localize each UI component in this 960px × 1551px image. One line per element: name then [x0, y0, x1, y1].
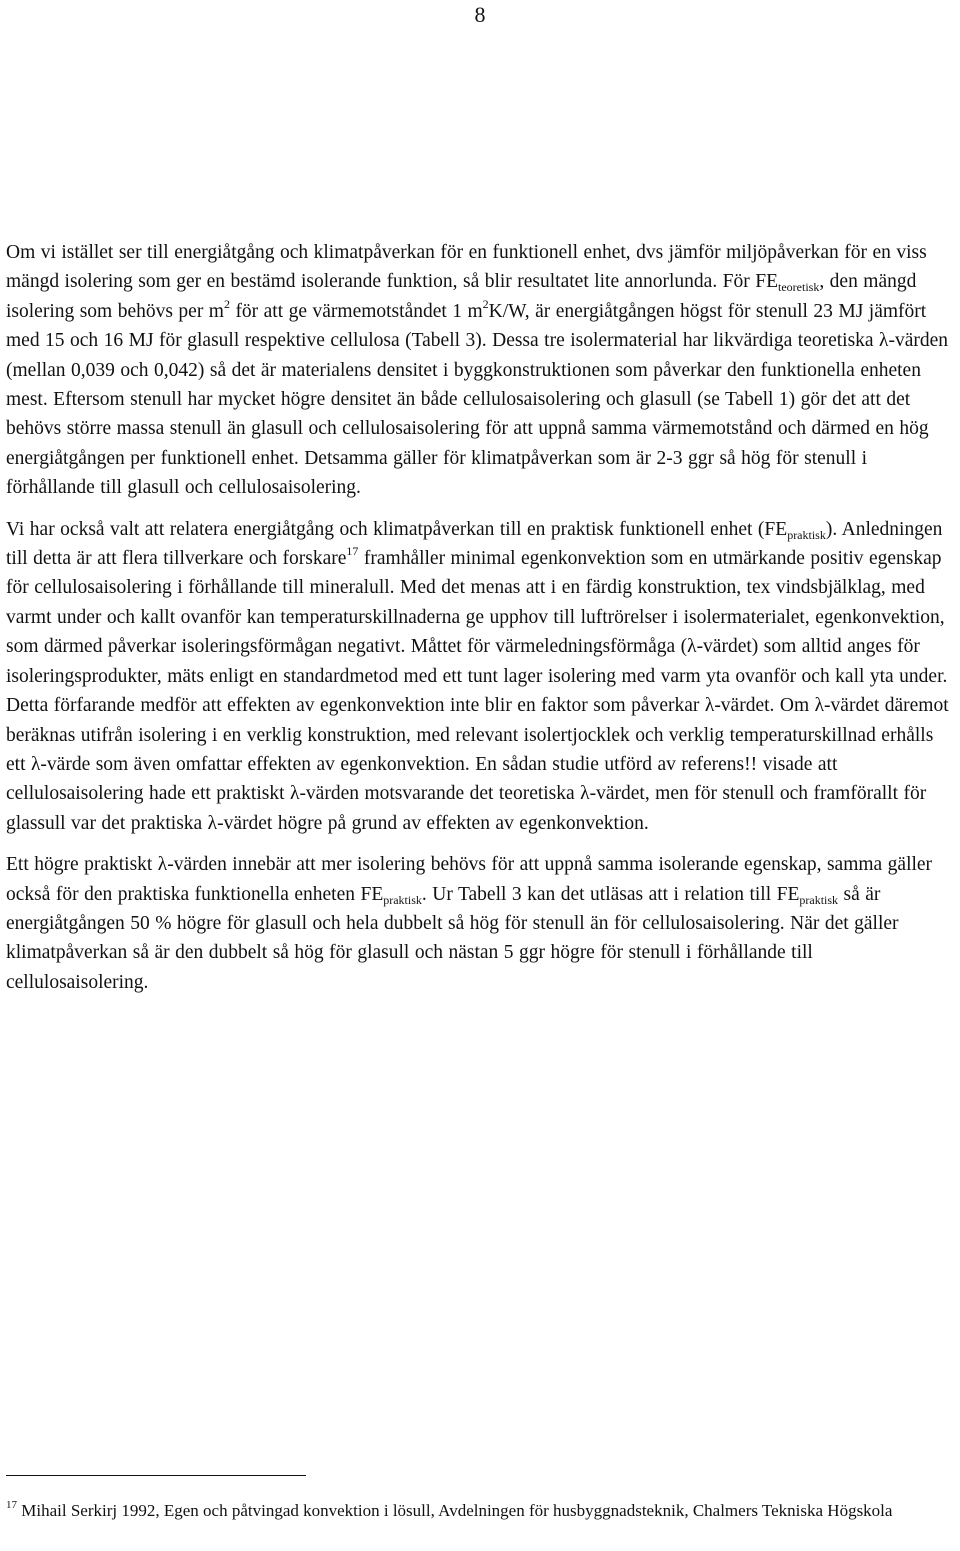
text-run: Ett högre praktiskt λ-värden innebär att mer isolering behövs för att uppnå samma isolerande egenskap, samma gäller också för den praktiska funktionella enheten FE: [6, 854, 933, 905]
text-run: för att ge värmemotståndet 1 m: [229, 300, 483, 322]
footnote-separator: [6, 1475, 306, 1476]
paragraph-practical-lambda: [6, 850, 956, 997]
subscript: teoretisk: [778, 280, 820, 295]
subscript: praktisk: [383, 892, 422, 907]
text-run: . Ur Tabell 3 kan det utläsas att i relation till FE: [421, 883, 800, 905]
text-run: framhåller minimal egenkonvektion som en utmärkande positiv egenskap för cellulosaisolering i förhållande till mineralull. Med det menas att i en färdig konstruktion, tex vindsbjälklag, med varmt under och kallt ovanför kan temperaturskillnaderna ge upphov till luftrörelser i isolermaterialet, egenkonvektion, som därmed påverkar isoleringsförmågan negativt. Måttet för värmeledningsförmåga (λ-värdet) som alltid anges för isoleringsprodukter, mäts enligt en standardmetod med ett tunt lager isolering med varm yta ovanför och kall yta under. Detta förfarande medför att effekten av egenkonvektion inte blir en faktor som påverkar λ-värdet. Om λ-värdet däremot beräknas utifrån isolering i en verklig konstruktion, med relevant isolertjocklek och verklig temperaturskillnad erhålls ett λ-värde som även omfattar effekten av egenkonvektion. En sådan studie utförd av referens!! visade att cellulosaisolering hade ett praktiskt λ-värden motsvarande det teoretiska λ-värdet, men för stenull och framförallt för glassull var det praktiska λ-värdet högre på grund av effekten av egenkonvektion.: [6, 548, 949, 834]
footnote-text: Mihail Serkirj 1992, Egen och påtvingad konvektion i lösull, Avdelningen för husbyggnadsteknik, Chalmers Tekniska Högskola: [17, 1501, 893, 1520]
paragraph-functional-unit-theoretical: [6, 238, 956, 503]
body-text: [6, 238, 956, 997]
footnote-marker: 17: [6, 1499, 17, 1511]
paragraph-functional-unit-practical: [6, 515, 956, 838]
text-run: så är energiåtgången 50 % högre för glasull och hela dubbelt så hög för stenull än för cellulosaisolering. När det gäller klimatpåverkan så är den dubbelt så hög för glasull och nästan 5 ggr högre för stenull i förhållande till cellulosaisolering.: [6, 883, 899, 993]
text-run: Vi har också valt att relatera energiåtgång och klimatpåverkan till en praktisk funktionell enhet (FE: [6, 518, 788, 540]
text-run: K/W, är energiåtgången högst för stenull 23 MJ jämfört med 15 och 16 MJ för glasull respektive cellulosa (Tabell 3). Dessa tre isolermaterial har likvärdiga teoretiska λ-värden (mellan 0,039 och 0,042) så det är materialens densitet i byggkonstruktionen som påverkar den funktionella enheten mest. Eftersom stenull har mycket högre densitet än både cellulosaisolering och glasull (se Tabell 1) gör det att det behövs större massa stenull än glasull och cellulosaisolering för att uppnå samma värmemotstånd och därmed en hög energiåtgången per funktionell enhet. Detsamma gäller för klimatpåverkan som är 2-3 ggr så hög för stenull i förhållande till glasull och cellulosaisolering.: [6, 300, 949, 499]
text-run: , den mängd isolering som behövs per m: [6, 271, 917, 322]
footnote: [6, 1497, 956, 1524]
text-run: Om vi istället ser till energiåtgång och klimatpåverkan för en funktionell enhet, dvs jämför miljöpåverkan för en viss mängd isolering som ger en bestämd isolerande funktion, så blir resultatet lite annorlunda. För FE: [6, 242, 927, 293]
superscript: 2: [482, 296, 489, 311]
page-number: 8: [474, 2, 486, 27]
superscript: 2: [223, 296, 230, 311]
subscript: praktisk: [799, 892, 839, 907]
footnote-reference: 17: [346, 544, 359, 559]
text-run: ). Anledningen till detta är att flera tillverkare och forskare: [6, 518, 943, 570]
subscript: praktisk: [787, 527, 826, 542]
